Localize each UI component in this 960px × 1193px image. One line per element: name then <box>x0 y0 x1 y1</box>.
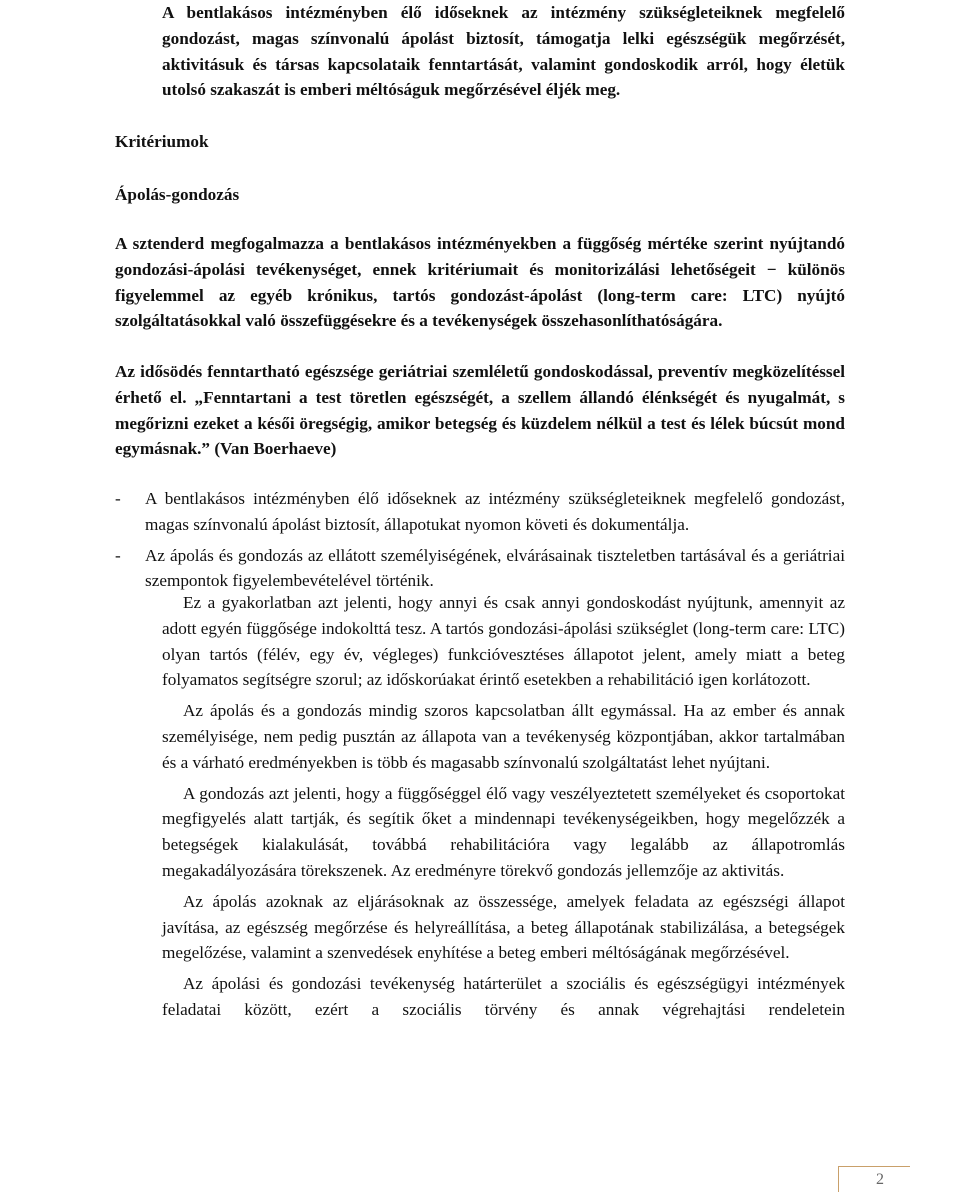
dash-marker: - <box>115 545 121 565</box>
paragraph: Az ápolási és gondozási tevékenység határterület a szociális és egészségügyi intézmények feladatai között, ezért a szociális törvény és annak végrehajtási rendeletein <box>162 974 845 1019</box>
dash-marker: - <box>115 489 121 508</box>
list-item <box>115 543 845 595</box>
body-text <box>162 590 845 1054</box>
paragraph: Ez a gyakorlatban azt jelenti, hogy annyi és csak annyi gondoskodást nyújtunk, amennyit az adott egyén függősége indokolttá tesz. A tartós gondozási-ápolási szükséglet (long-term care: LTC) olyan tartós (félév, egy év, végleges) funkcióvesztéses állapotot jelent, amely miatt a beteg folyamatos segítségre szorul; az időskorúakat érintő esetekben a rehabilitáció igen korlátozott. <box>162 593 845 690</box>
paragraph: Az ápolás azoknak az eljárásoknak az összessége, amelyek feladata az egészségi állapot javítása, az egészség megőrzése és helyreállítása, a beteg állapotának stabilizálása, a betegségek megelőzése, valamint a szenvedések enyhítése a beteg emberi méltóságának megőrzésével. <box>162 891 845 963</box>
list-item-text: Az ápolás és gondozás az ellátott személyiségének, elvárásainak tiszteletben tartásával és a geriátriai szempontok figyelembevételével történik. <box>145 545 845 591</box>
bullet-list <box>115 486 845 599</box>
heading-kriteriumok: Kritériumok <box>115 132 209 151</box>
heading-apolas-gondozas: Ápolás-gondozás <box>115 185 240 204</box>
criteria-quote-paragraph: Az idősödés fenntartható egészsége geriátriai szemléletű gondoskodással, preventív megközelítéssel érhető el. „Fenntartani a test töretlen egészségét, a szellem állandó élénkségét és nyugalmát, s megőrizni ezeket a késői öregségig, amikor betegség és küzdelem nélkül a test és lélek búcsút mond egymásnak.” (Van Boerhaeve) <box>115 362 845 459</box>
list-item-text: A bentlakásos intézményben élő időseknek az intézmény szükségleteiknek megfelelő gondozást, magas színvonalú ápolást biztosít, állapotukat nyomon követi és dokumentálja. <box>145 489 845 534</box>
list-item <box>115 486 845 538</box>
criteria-paragraph: A sztenderd megfogalmazza a bentlakásos intézményekben a függőség mértéke szerint nyújtandó gondozási-ápolási tevékenységet, ennek kritériumait és monitorizálási lehetőségeit − különös figyelemmel az egyéb krónikus, tartós gondozást-ápolást (long-term care: LTC) nyújtó szolgáltatásokkal való összefüggésekre és a tevékenységek összehasonlíthatóságára. <box>115 234 845 331</box>
paragraph: Az ápolás és a gondozás mindig szoros kapcsolatban állt egymással. Ha az ember és annak személyisége, nem pedig pusztán az állapota van a tevékenység központjában, akkor tartalmában és a várható eredményekben is több és magasabb színvonalú szolgáltatást lehet nyújtani. <box>162 701 845 772</box>
page-number: 2 <box>838 1166 910 1192</box>
paragraph: A gondozás azt jelenti, hogy a függőséggel élő vagy veszélyeztetett személyeket és csoportokat megfigyelés alatt tartják, és segítik őket a mindennapi tevékenységeikben, hogy megelőzzék a betegségek kialakulását, továbbá rehabilitációra vagy legalább az állapotromlás megakadályozására törekszenek. Az eredményre törekvő gondozás jellemzője az aktivitás. <box>162 783 845 880</box>
intro-paragraph: A bentlakásos intézményben élő időseknek az intézmény szükségleteiknek megfelelő gondozást, magas színvonalú ápolást biztosít, támogatja lelki egészségük megőrzését, aktivitásuk és társas kapcsolataik fenntartását, valamint gondoskodik arról, hogy életük utolsó szakaszát is emberi méltóságuk megőrzésével éljék meg. <box>162 3 845 100</box>
